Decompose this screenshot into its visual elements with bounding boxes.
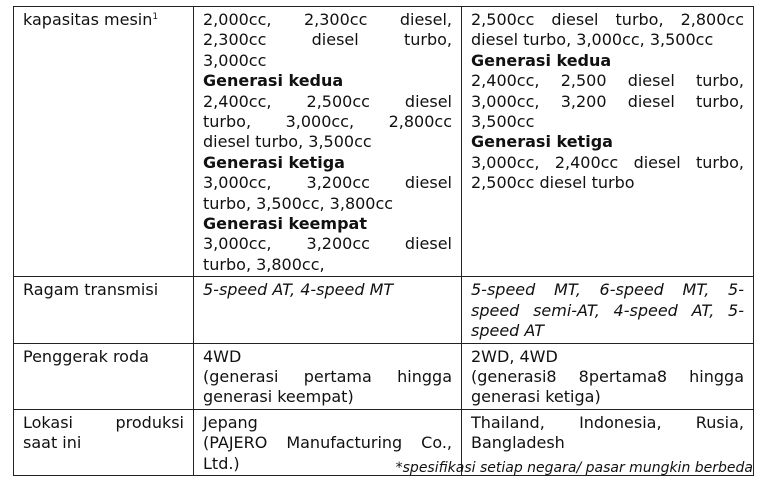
text-line: 3,000cc, 2,400cc diesel turbo,: [471, 152, 744, 172]
row-label-location: [14, 409, 194, 475]
text-line: 5-speed MT, 6-speed MT, 5-: [471, 280, 744, 300]
text-line: Ltd.): [203, 453, 240, 473]
spec-table: [13, 6, 754, 476]
text-line: 3,000cc, 3,200cc diesel: [203, 234, 452, 254]
text-line: diesel turbo, 3,000cc, 3,500cc: [471, 30, 714, 50]
engine-col2: [194, 7, 462, 277]
text-line: 2,500cc diesel turbo: [471, 173, 635, 193]
label-text: Lokasi produksi: [23, 412, 184, 432]
generation-heading: Generasi kedua: [471, 50, 612, 70]
text-line: Thailand, Indonesia, Rusia,: [471, 412, 744, 432]
row-label-engine: [14, 7, 194, 277]
transmission-col2: [194, 277, 462, 343]
text-line: turbo, 3,000cc, 2,800cc: [203, 112, 452, 132]
label-text: kapasitas mesin: [23, 10, 153, 29]
text-line: (generasi8 8pertama8 hingga: [471, 366, 744, 386]
row-label-transmission: [14, 277, 194, 343]
text-line: generasi keempat): [203, 387, 354, 407]
text-line: Jepang: [203, 412, 258, 432]
text-line: 3,000cc, 3,200cc diesel: [203, 173, 452, 193]
text-line: speed semi-AT, 4-speed AT, 5-: [471, 300, 744, 320]
drive-col2: [194, 343, 462, 409]
text-line: 2,400cc, 2,500 diesel turbo,: [471, 71, 744, 91]
text-line: 3,000cc: [203, 50, 267, 70]
table-row: [14, 277, 754, 343]
text-line: 2,300cc diesel turbo,: [203, 30, 452, 50]
label-text: Ragam transmisi: [23, 280, 159, 300]
text-line: 2,000cc, 2,300cc diesel,: [203, 10, 452, 29]
text-line: turbo, 3,500cc, 3,800cc: [203, 193, 394, 213]
text-line: speed AT: [471, 321, 544, 341]
generation-heading: Generasi ketiga: [203, 152, 345, 172]
text-line: 2,400cc, 2,500cc diesel: [203, 91, 452, 111]
generation-heading: Generasi ketiga: [471, 132, 613, 152]
table-row: [14, 343, 754, 409]
drive-col3: [462, 343, 754, 409]
engine-col3: [462, 7, 754, 277]
label-text: Penggerak roda: [23, 346, 149, 366]
text-line: 3,500cc: [471, 112, 535, 132]
text-line: (PAJERO Manufacturing Co.,: [203, 433, 452, 453]
footnote-marker: 1: [152, 12, 159, 22]
text-line: 4WD: [203, 346, 242, 366]
row-label-drive: [14, 343, 194, 409]
footnote: *spesifikasi setiap negara/ pasar mungkin berbeda: [395, 460, 753, 476]
text-line: diesel turbo, 3,500cc: [203, 132, 372, 152]
text-line: generasi ketiga): [471, 387, 601, 407]
transmission-col3: [462, 277, 754, 343]
text-line: turbo, 3,800cc,: [203, 254, 325, 274]
generation-heading: Generasi kedua: [203, 71, 344, 91]
text-line: 2,500cc diesel turbo, 2,800cc: [471, 10, 744, 29]
text-line: (generasi pertama hingga: [203, 366, 452, 386]
table-row: [14, 7, 754, 277]
generation-heading: Generasi keempat: [203, 214, 367, 234]
label-text: saat ini: [23, 433, 82, 453]
text-line: 2WD, 4WD: [471, 346, 558, 366]
text-line: 5-speed AT, 4-speed MT: [203, 280, 394, 300]
text-line: Bangladesh: [471, 433, 565, 453]
text-line: 3,000cc, 3,200 diesel turbo,: [471, 91, 744, 111]
